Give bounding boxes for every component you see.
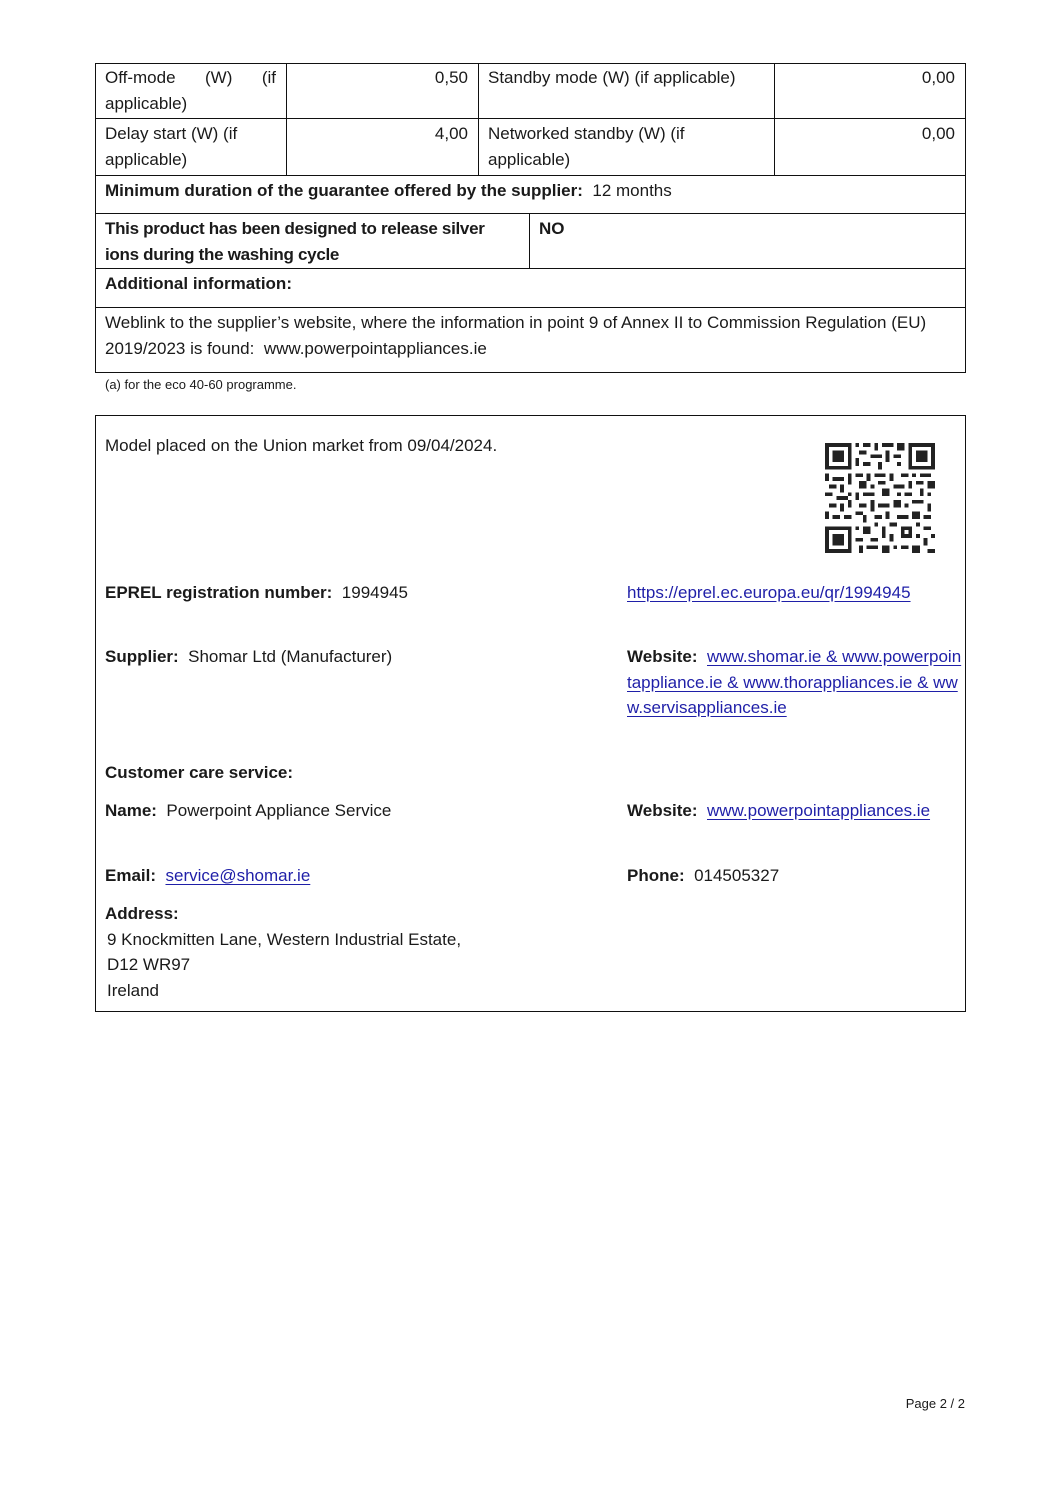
networked-standby-label: Networked standby (W) (if applicable) [488,124,685,169]
care-name-row [105,798,391,824]
page-number: Page 2 / 2 [905,1396,965,1411]
weblink-text: Weblink to the supplier’s website, where the information in point 9 of Annex II to Commission Regulation (EU) 2019/2023 is found: [105,313,927,358]
silver-ions-label: This product has been designed to release silver ions during the washing cycle [105,219,485,264]
address-line-1: 9 Knockmitten Lane, Western Industrial Estate, [107,930,462,949]
email-link[interactable]: service@shomar.ie [165,866,311,885]
guarantee-label: Minimum duration of the guarantee offered by the supplier: [105,181,583,200]
silver-ions-value: NO [539,219,565,238]
eprel-row [105,580,408,606]
supplier-value: Shomar Ltd (Manufacturer) [188,647,393,666]
standby-mode-label: Standby mode (W) (if applicable) [488,68,736,87]
address-line-2: D12 WR97 [107,955,191,974]
phone-value: 014505327 [694,866,780,885]
guarantee-value: 12 months [592,181,672,200]
additional-info-label: Additional information: [105,274,292,293]
supplier-website-link[interactable]: www.shomar.ie & www.powerpointappliance.ie & www.thorappliances.ie & www.servisappliances.ie [627,647,962,717]
delay-start-label: Delay start (W) (if applicable) [105,124,238,169]
weblink-row [95,308,965,361]
eprel-link[interactable]: https://eprel.ec.europa.eu/qr/1994945 [627,583,911,602]
delay-start-value: 4,00 [434,124,468,143]
email-row [105,863,310,889]
customer-care-heading: Customer care service: [105,763,294,782]
care-website-link[interactable]: www.powerpointappliances.ie [707,801,931,820]
off-mode-value: 0,50 [434,68,468,87]
supplier-website-row [627,644,962,721]
standby-mode-value: 0,00 [921,68,955,87]
footnote: (a) for the eco 40-60 programme. [105,377,297,392]
eprel-value: 1994945 [341,583,408,602]
phone-row [627,863,779,889]
supplier-row [105,644,392,670]
qr-code-icon[interactable] [825,443,935,553]
care-name-value: Powerpoint Appliance Service [166,801,392,820]
care-website-label: Website: [627,801,698,820]
off-mode-label: Off-mode (W) (if applicable) [105,68,276,113]
address-line-3: Ireland [107,981,159,1000]
supplier-website-label: Website: [627,647,698,666]
table-border [965,63,966,373]
phone-label: Phone: [627,866,685,885]
networked-standby-value: 0,00 [921,124,955,143]
table-border [95,372,966,373]
eprel-label: EPREL registration number: [105,583,333,602]
care-name-label: Name: [105,801,157,820]
care-website-row [627,798,962,824]
address-label: Address: [105,904,179,923]
market-placement-text: Model placed on the Union market from 09/04/2024. [105,436,498,455]
weblink-url: www.powerpointappliances.ie [263,338,487,358]
supplier-label: Supplier: [105,647,179,666]
email-label: Email: [105,866,157,885]
guarantee-row [95,176,965,204]
